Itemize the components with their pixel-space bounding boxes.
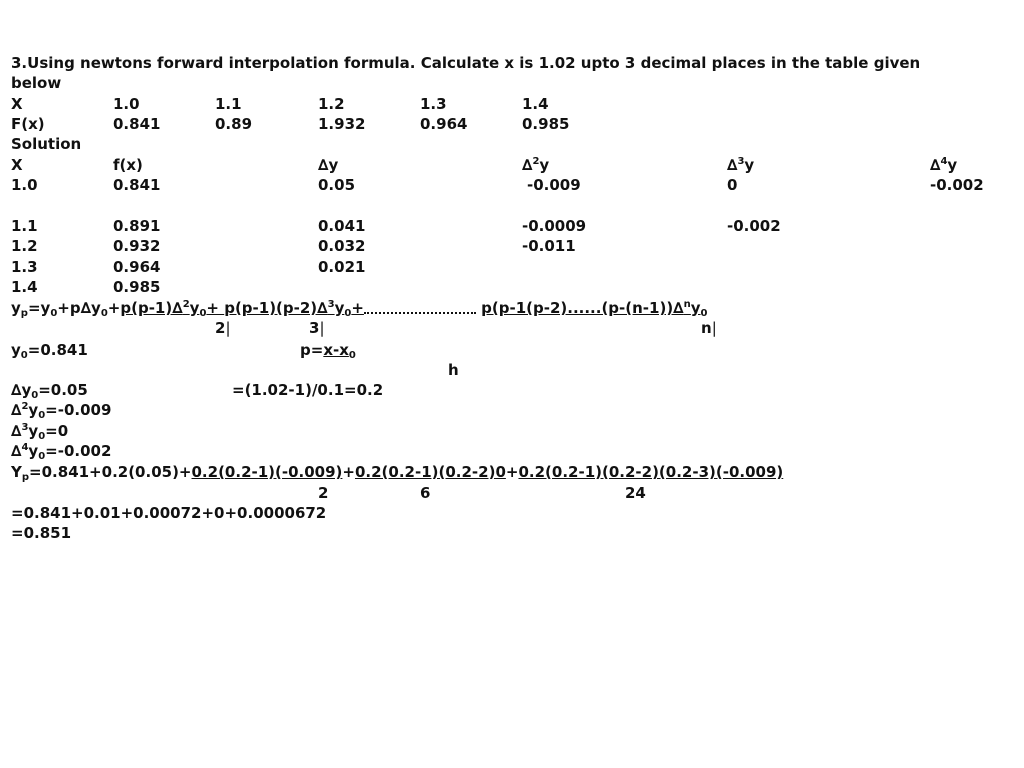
x-label: X — [11, 95, 23, 113]
table-cell: 0.021 — [318, 258, 366, 276]
table-cell: 0.985 — [113, 278, 161, 296]
table-cell: 1.1 — [11, 217, 38, 235]
table-cell: -0.011 — [522, 237, 576, 255]
header-delta4-y: ∆$^4$y — [930, 156, 958, 174]
table-cell: -0.0009 — [522, 217, 587, 235]
delta4-y0: $\Delta^4y_0=-0.002$ — [11, 442, 112, 462]
x-value: 1.3 — [420, 95, 447, 113]
table-cell: 0.041 — [318, 217, 366, 235]
header-fx: f(x) — [113, 156, 143, 174]
delta2-y0: $\Delta^2y_0=-0.009$ — [11, 401, 112, 421]
table-cell: 0.932 — [113, 237, 161, 255]
substitution-denominator: 2 — [318, 484, 329, 502]
x-value: 1.2 — [318, 95, 345, 113]
p-denominator: h — [448, 361, 459, 379]
result-line-1: =0.841+0.01+0.00072+0+0.0000672 — [11, 504, 327, 522]
x-value: 1.0 — [113, 95, 140, 113]
header-x: X — [11, 156, 23, 174]
result-line-2: =0.851 — [11, 524, 72, 542]
table-cell: -0.009 — [527, 176, 581, 194]
header-delta3-y: ∆$^3$y — [727, 156, 755, 174]
delta-y0: $\Delta y_0=0.05$ — [11, 381, 88, 401]
table-cell: 0 — [727, 176, 738, 194]
table-cell: 1.3 — [11, 258, 38, 276]
table-cell: 0.964 — [113, 258, 161, 276]
f-label: F(x) — [11, 115, 45, 133]
question-line-2: below — [11, 74, 62, 92]
f-value: 1.932 — [318, 115, 366, 133]
table-cell: -0.002 — [727, 217, 781, 235]
table-cell: 1.4 — [11, 278, 38, 296]
f-value: 0.985 — [522, 115, 570, 133]
table-cell: 1.2 — [11, 237, 38, 255]
header-delta2-y: ∆$^2$y — [522, 156, 550, 174]
table-cell: 0.841 — [113, 176, 161, 194]
table-cell: 0.032 — [318, 237, 366, 255]
solution-label: Solution — [11, 135, 82, 153]
substitution-denominator: 6 — [420, 484, 431, 502]
y0-value: $y_0=0.841$ — [11, 341, 88, 361]
formula-denominator-2: 2| — [215, 319, 231, 337]
p-value: =(1.02-1)/0.1=0.2 — [232, 381, 384, 399]
table-cell: 1.0 — [11, 176, 38, 194]
formula-denominator-n: n| — [701, 319, 717, 337]
header-delta-y: ∆y — [318, 156, 339, 174]
p-definition: $p=x-x_0$ — [300, 341, 356, 361]
f-value: 0.841 — [113, 115, 161, 133]
delta3-y0: $\Delta^3y_0=0$ — [11, 422, 69, 442]
newton-forward-formula: $y_p=y_0+p\Delta y_0+p(p-1)\Delta^2y_0+ p(p-1)(p-2)\Delta^3y_0+ p(p-1(p-2)......(p-(n-1))\Delta^ny_0$ — [11, 299, 708, 319]
x-value: 1.4 — [522, 95, 549, 113]
table-cell: 0.891 — [113, 217, 161, 235]
table-cell: 0.05 — [318, 176, 356, 194]
substitution-denominator: 24 — [625, 484, 646, 502]
f-value: 0.964 — [420, 115, 468, 133]
substitution-line: $Y_p=0.841+0.2(0.05)+0.2(0.2-1)(-0.009)+0.2(0.2-1)(0.2-2)0+0.2(0.2-1)(0.2-2)(0.2-3)(-0.009)$ — [11, 463, 784, 483]
x-value: 1.1 — [215, 95, 242, 113]
question-line-1: 3.Using newtons forward interpolation formula. Calculate x is 1.02 upto 3 decimal places in the table given — [11, 54, 921, 72]
f-value: 0.89 — [215, 115, 253, 133]
table-cell: -0.002 — [930, 176, 984, 194]
formula-denominator-3: 3| — [309, 319, 325, 337]
